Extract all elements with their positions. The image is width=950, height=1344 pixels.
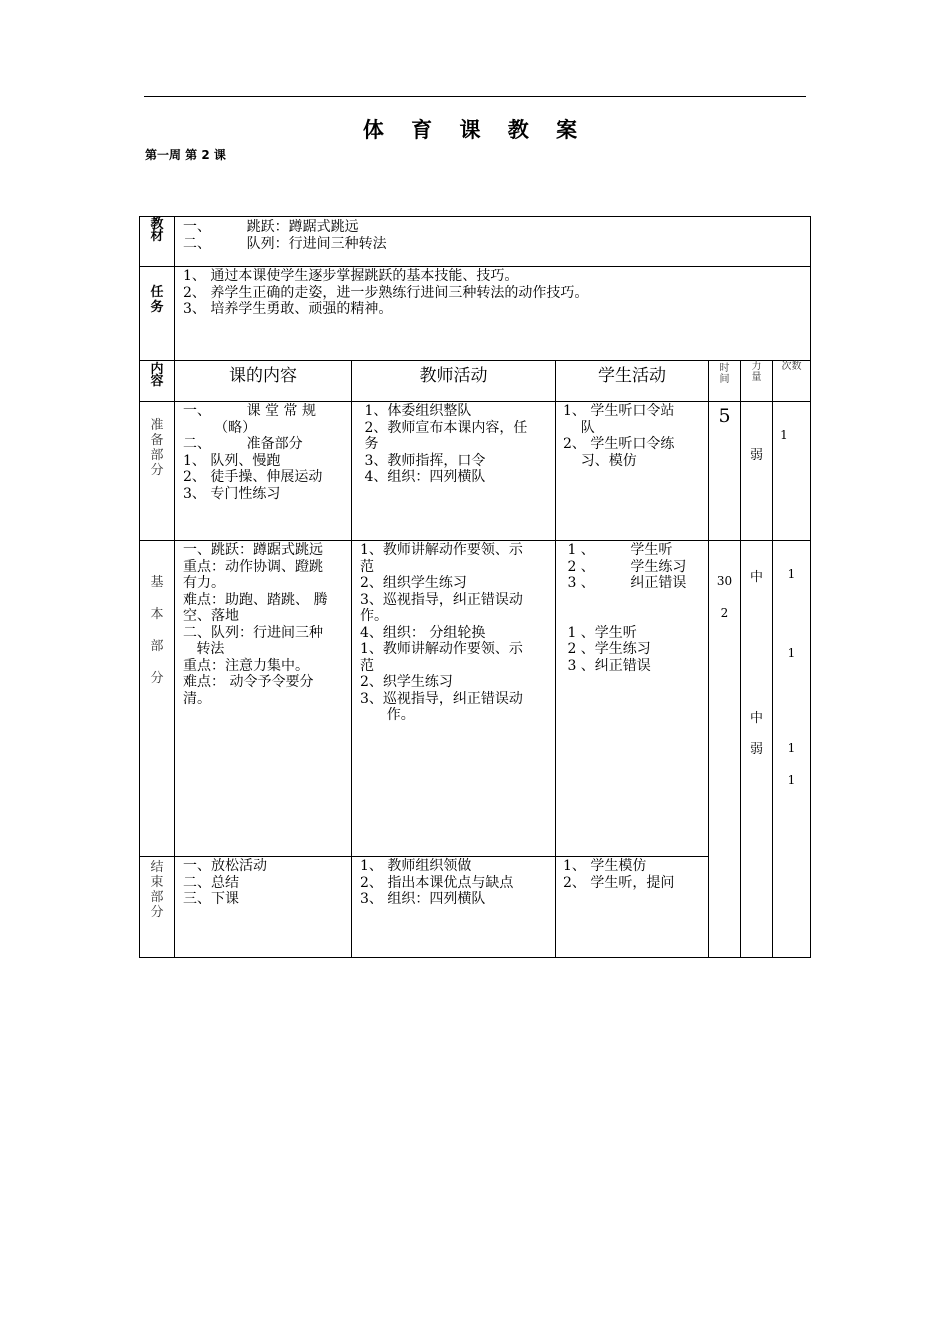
table-line <box>139 540 810 541</box>
basic-count-2: 1 <box>787 646 796 660</box>
table-line <box>139 266 810 267</box>
table-line <box>555 360 556 958</box>
label-neirong: 内 容 <box>150 362 164 389</box>
basic-teacher: 1、教师讲解动作要领、示 范 2、组织学生练习 3、巡视指导，纠正错误动 作。 4、组织： 分组轮换 1、教师讲解动作要领、示 范 2、织学生练习 3、巡视指导，纠正错误动 作。 <box>360 542 523 723</box>
renwu-text: 1、 通过本课使学生逐步掌握跳跃的基本技能、技巧。 2、 养学生正确的走姿，进一步熟练行进间三种转法的动作技巧。 3、 培养学生勇敢、顽强的精神。 <box>183 268 589 317</box>
table-line <box>351 360 352 958</box>
prep-content: 一、 课 堂 常 规 （略） 二、 准备部分 1、 队列、慢跑 2、 徒手操、伸展运动 3、 专门性练习 <box>183 403 323 502</box>
top-rule <box>144 96 806 97</box>
table-line <box>708 360 709 958</box>
prep-intensity: 弱 <box>749 448 763 463</box>
page-title: 体 育 课 教 案 <box>362 118 588 142</box>
header-intensity: 力 量 <box>751 361 762 383</box>
end-teacher: 1、 教师组织领做 2、 指出本课优点与缺点 3、 组织：四列横队 <box>360 858 514 907</box>
label-jiben: 基 本 部 分 <box>150 575 164 686</box>
jiaocai-text: 一、 跳跃：蹲踞式跳远 二、 队列：行进间三种转法 <box>183 219 387 252</box>
label-zhunbei: 准 备 部 分 <box>150 418 164 478</box>
table-line <box>139 216 140 958</box>
table-line <box>139 856 709 857</box>
table-line <box>139 401 810 402</box>
basic-count-3: 1 <box>787 741 796 755</box>
label-jiaocai: 教 材 <box>150 217 164 244</box>
prep-teacher: 1、体委组织整队 2、教师宣布本课内容，任 务 3、教师指挥，口令 4、组织：四列横队 <box>364 403 528 485</box>
basic-student: 1 、 学生听 2 、 学生练习 3 、 纠正错误 1 、学生听 2 、学生练习 3 、纠正错误 <box>567 542 687 674</box>
end-student: 1、 学生模仿 2、 学生听，提问 <box>563 858 675 891</box>
table-line <box>139 216 810 217</box>
header-count: 次数 <box>781 361 802 372</box>
table-line <box>174 216 175 958</box>
end-content: 一、放松活动 二、总结 三、下课 <box>183 858 267 907</box>
basic-time-1: 30 <box>716 574 733 588</box>
prep-student: 1、 学生听口令站 队 2、 学生听口令练 习、模仿 <box>563 403 675 469</box>
header-time: 时 间 <box>719 363 730 385</box>
basic-intensity-1: 中 <box>749 570 763 585</box>
header-teacher: 教师活动 <box>419 366 488 386</box>
prep-time: 5 <box>718 405 731 427</box>
week-lesson: 第一周 第 2 课 <box>145 148 226 162</box>
basic-time-2: 2 <box>720 606 729 620</box>
basic-intensity-3: 弱 <box>749 742 763 757</box>
label-renwu: 任 务 <box>150 285 164 315</box>
basic-count-1: 1 <box>787 567 796 581</box>
header-student: 学生活动 <box>598 366 666 386</box>
basic-content: 一、跳跃：蹲踞式跳远 重点：动作协调、蹬跳 有力。 难点：助跑、踏跳、 腾 空、落地 二、队列：行进间三种 转法 重点：注意力集中。 难点： 动令予令要分 清。 <box>183 542 328 707</box>
table-line <box>139 957 810 958</box>
basic-intensity-2: 中 <box>749 711 763 726</box>
basic-count-4: 1 <box>787 773 796 787</box>
table-line <box>810 216 811 958</box>
header-content: 课的内容 <box>229 366 297 386</box>
prep-count: 1 <box>780 428 788 442</box>
label-jieshu: 结 束 部 分 <box>150 860 164 920</box>
